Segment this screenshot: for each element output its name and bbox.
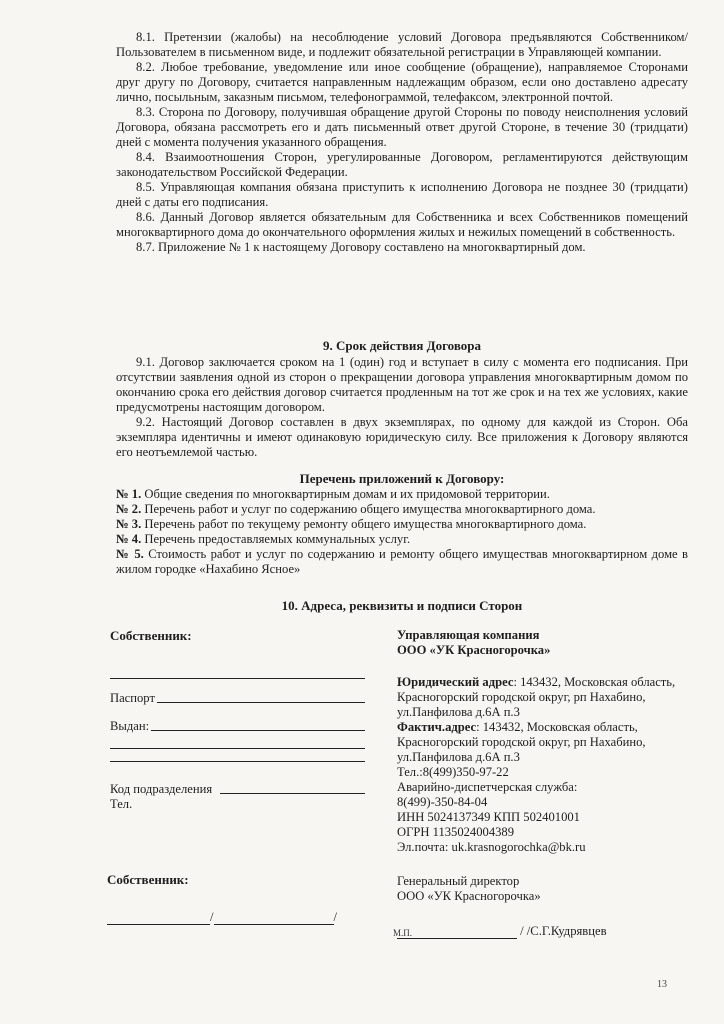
actual-address-value: : 143432, Московская область, Красногорский городской округ, рп Нахабино, ул.Панфилова д.6А п.3	[397, 720, 646, 764]
owner-name-line	[110, 678, 365, 679]
actual-address	[397, 720, 687, 765]
appendix-item	[116, 532, 688, 547]
actual-address-label: Фактич.адрес	[397, 720, 477, 734]
emergency-label: Аварийно-диспетчерская служба:	[397, 780, 578, 794]
passport-line	[157, 702, 365, 703]
owner-signature-label: Собственник:	[107, 872, 189, 887]
director-signature	[397, 874, 687, 939]
appendix-number: № 3.	[116, 517, 142, 531]
legal-address-value: : 143432, Московская область, Красногорский городской округ, рп Нахабино, ул.Панфилова д.6А п.3	[397, 675, 676, 719]
appendix-number: № 5.	[116, 547, 144, 561]
issued-line-3	[110, 761, 365, 762]
clause-8-6: 8.6. Данный Договор является обязательным для Собственника и всех Собственников помещений многоквартирного дома до окончательного оформления жилых и нежилых помещений в собственность.	[116, 210, 688, 239]
appendix-text: Стоимость работ и услуг по содержанию и ремонту общего имуществав многоквартирном доме в жилом городке «Нахабино Ясное»	[116, 547, 688, 576]
clause-8-3: 8.3. Сторона по Договору, получившая обращение другой Стороны по поводу неисполнения условий Договора, обязана рассмотреть его и дать письменный ответ другой Стороне, в течение 30 (тридцати) дней с момента получения указанного обращения.	[116, 105, 688, 149]
legal-address	[397, 675, 687, 720]
company-phone: Тел.:8(499)350-97-22	[397, 765, 509, 779]
issued-row	[110, 719, 365, 734]
owner-name-signature-line	[214, 924, 334, 925]
appendices-heading: Перечень приложений к Договору:	[299, 471, 505, 486]
signature-separator: /	[333, 910, 337, 924]
director-name: / /С.Г.Кудрявцев	[517, 924, 607, 938]
owner-signature	[107, 872, 367, 925]
clause-8-2: 8.2. Любое требование, уведомление или иное сообщение (обращение), направляемое Сторонами друг другу по Договору, считается направленным надлежащим образом, если оно доставлено адресату лично, посыльным, заказным письмом, телефонограммой, телефаксом, электронной почтой.	[116, 60, 688, 104]
director-title: Генеральный директор	[397, 874, 520, 888]
clause-9-1: 9.1. Договор заключается сроком на 1 (один) год и вступает в силу с момента его подписания. При отсутствии заявления одной из сторон о прекращении договора управления многоквартирным домом по окончанию срока его действия договор считается продленным на тот же срок и на тех же условиях, какие предусмотрены настоящим договором.	[116, 355, 688, 414]
phone-label: Тел.	[110, 797, 133, 811]
issued-line	[151, 730, 365, 731]
company-name: ООО «УК Красногорочка»	[397, 643, 551, 657]
dept-code-row	[110, 782, 365, 797]
dept-code-line	[220, 793, 365, 794]
legal-address-label: Юридический адрес	[397, 675, 514, 689]
issued-line-2	[110, 748, 365, 749]
director-signature-line	[397, 938, 517, 939]
passport-row	[110, 691, 365, 706]
director-company: ООО «УК Красногорочка»	[397, 889, 541, 903]
appendix-text: Перечень работ по текущему ремонту общего имущества многоквартирного дома.	[141, 517, 587, 531]
clause-8-5: 8.5. Управляющая компания обязана приступить к исполнению Договора не позднее 30 (тридцати) дней с даты его подписания.	[116, 180, 688, 209]
owner-signature-lines	[107, 910, 367, 925]
company-details	[397, 628, 687, 855]
page-number: 13	[657, 979, 667, 990]
appendix-text: Перечень работ и услуг по содержанию общего имущества многоквартирного дома.	[141, 502, 596, 516]
appendix-item	[116, 547, 688, 577]
appendix-text: Общие сведения по многоквартирным домам и их придомовой территории.	[141, 487, 550, 501]
passport-label: Паспорт	[110, 691, 155, 705]
dept-code-label: Код подразделения	[110, 782, 213, 796]
appendix-item	[116, 502, 688, 517]
section-9	[116, 355, 688, 460]
signature-separator: /	[210, 910, 214, 924]
owner-details	[110, 628, 365, 812]
clause-8-1: 8.1. Претензии (жалобы) на несоблюдение условий Договора предъявляются Собственником/Пользователем в письменном виде, и подлежит обязательной регистрации в Управляющей компании.	[116, 30, 688, 59]
director-signature-row	[397, 924, 687, 939]
ogrn: ОГРН 1135024004389	[397, 825, 515, 839]
section-8	[116, 30, 688, 255]
issued-label: Выдан:	[110, 719, 150, 733]
section-10-heading: 10. Адреса, реквизиты и подписи Сторон	[281, 598, 523, 613]
emergency-phone: 8(499)-350-84-04	[397, 795, 488, 809]
company-title: Управляющая компания	[397, 628, 540, 642]
owner-label: Собственник:	[110, 628, 192, 643]
company-email: Эл.почта: uk.krasnogorochka@bk.ru	[397, 840, 586, 854]
clause-9-2: 9.2. Настоящий Договор составлен в двух экземплярах, по одному для каждой из Сторон. Оба экземпляра идентичны и имеют одинаковую юридическую силу. Все приложения к Договору являются его неотъемлемой частью.	[116, 415, 688, 459]
appendix-text: Перечень предоставляемых коммунальных услуг.	[141, 532, 411, 546]
appendix-item	[116, 487, 688, 502]
appendix-number: № 1.	[116, 487, 142, 501]
appendix-item	[116, 517, 688, 532]
stamp-place-label: М.П.	[393, 928, 413, 938]
section-9-heading: 9. Срок действия Договора	[322, 338, 481, 353]
inn-kpp: ИНН 5024137349 КПП 502401001	[397, 810, 580, 824]
appendix-number: № 2.	[116, 502, 142, 516]
clause-8-7: 8.7. Приложение № 1 к настоящему Договору составлено на многоквартирный дом.	[136, 240, 586, 254]
clause-8-4: 8.4. Взаимоотношения Сторон, урегулированные Договором, регламентируются действующим законодательством Российской Федерации.	[116, 150, 688, 179]
appendix-number: № 4.	[116, 532, 142, 546]
appendices-list	[116, 487, 688, 577]
owner-signature-line	[107, 924, 210, 925]
